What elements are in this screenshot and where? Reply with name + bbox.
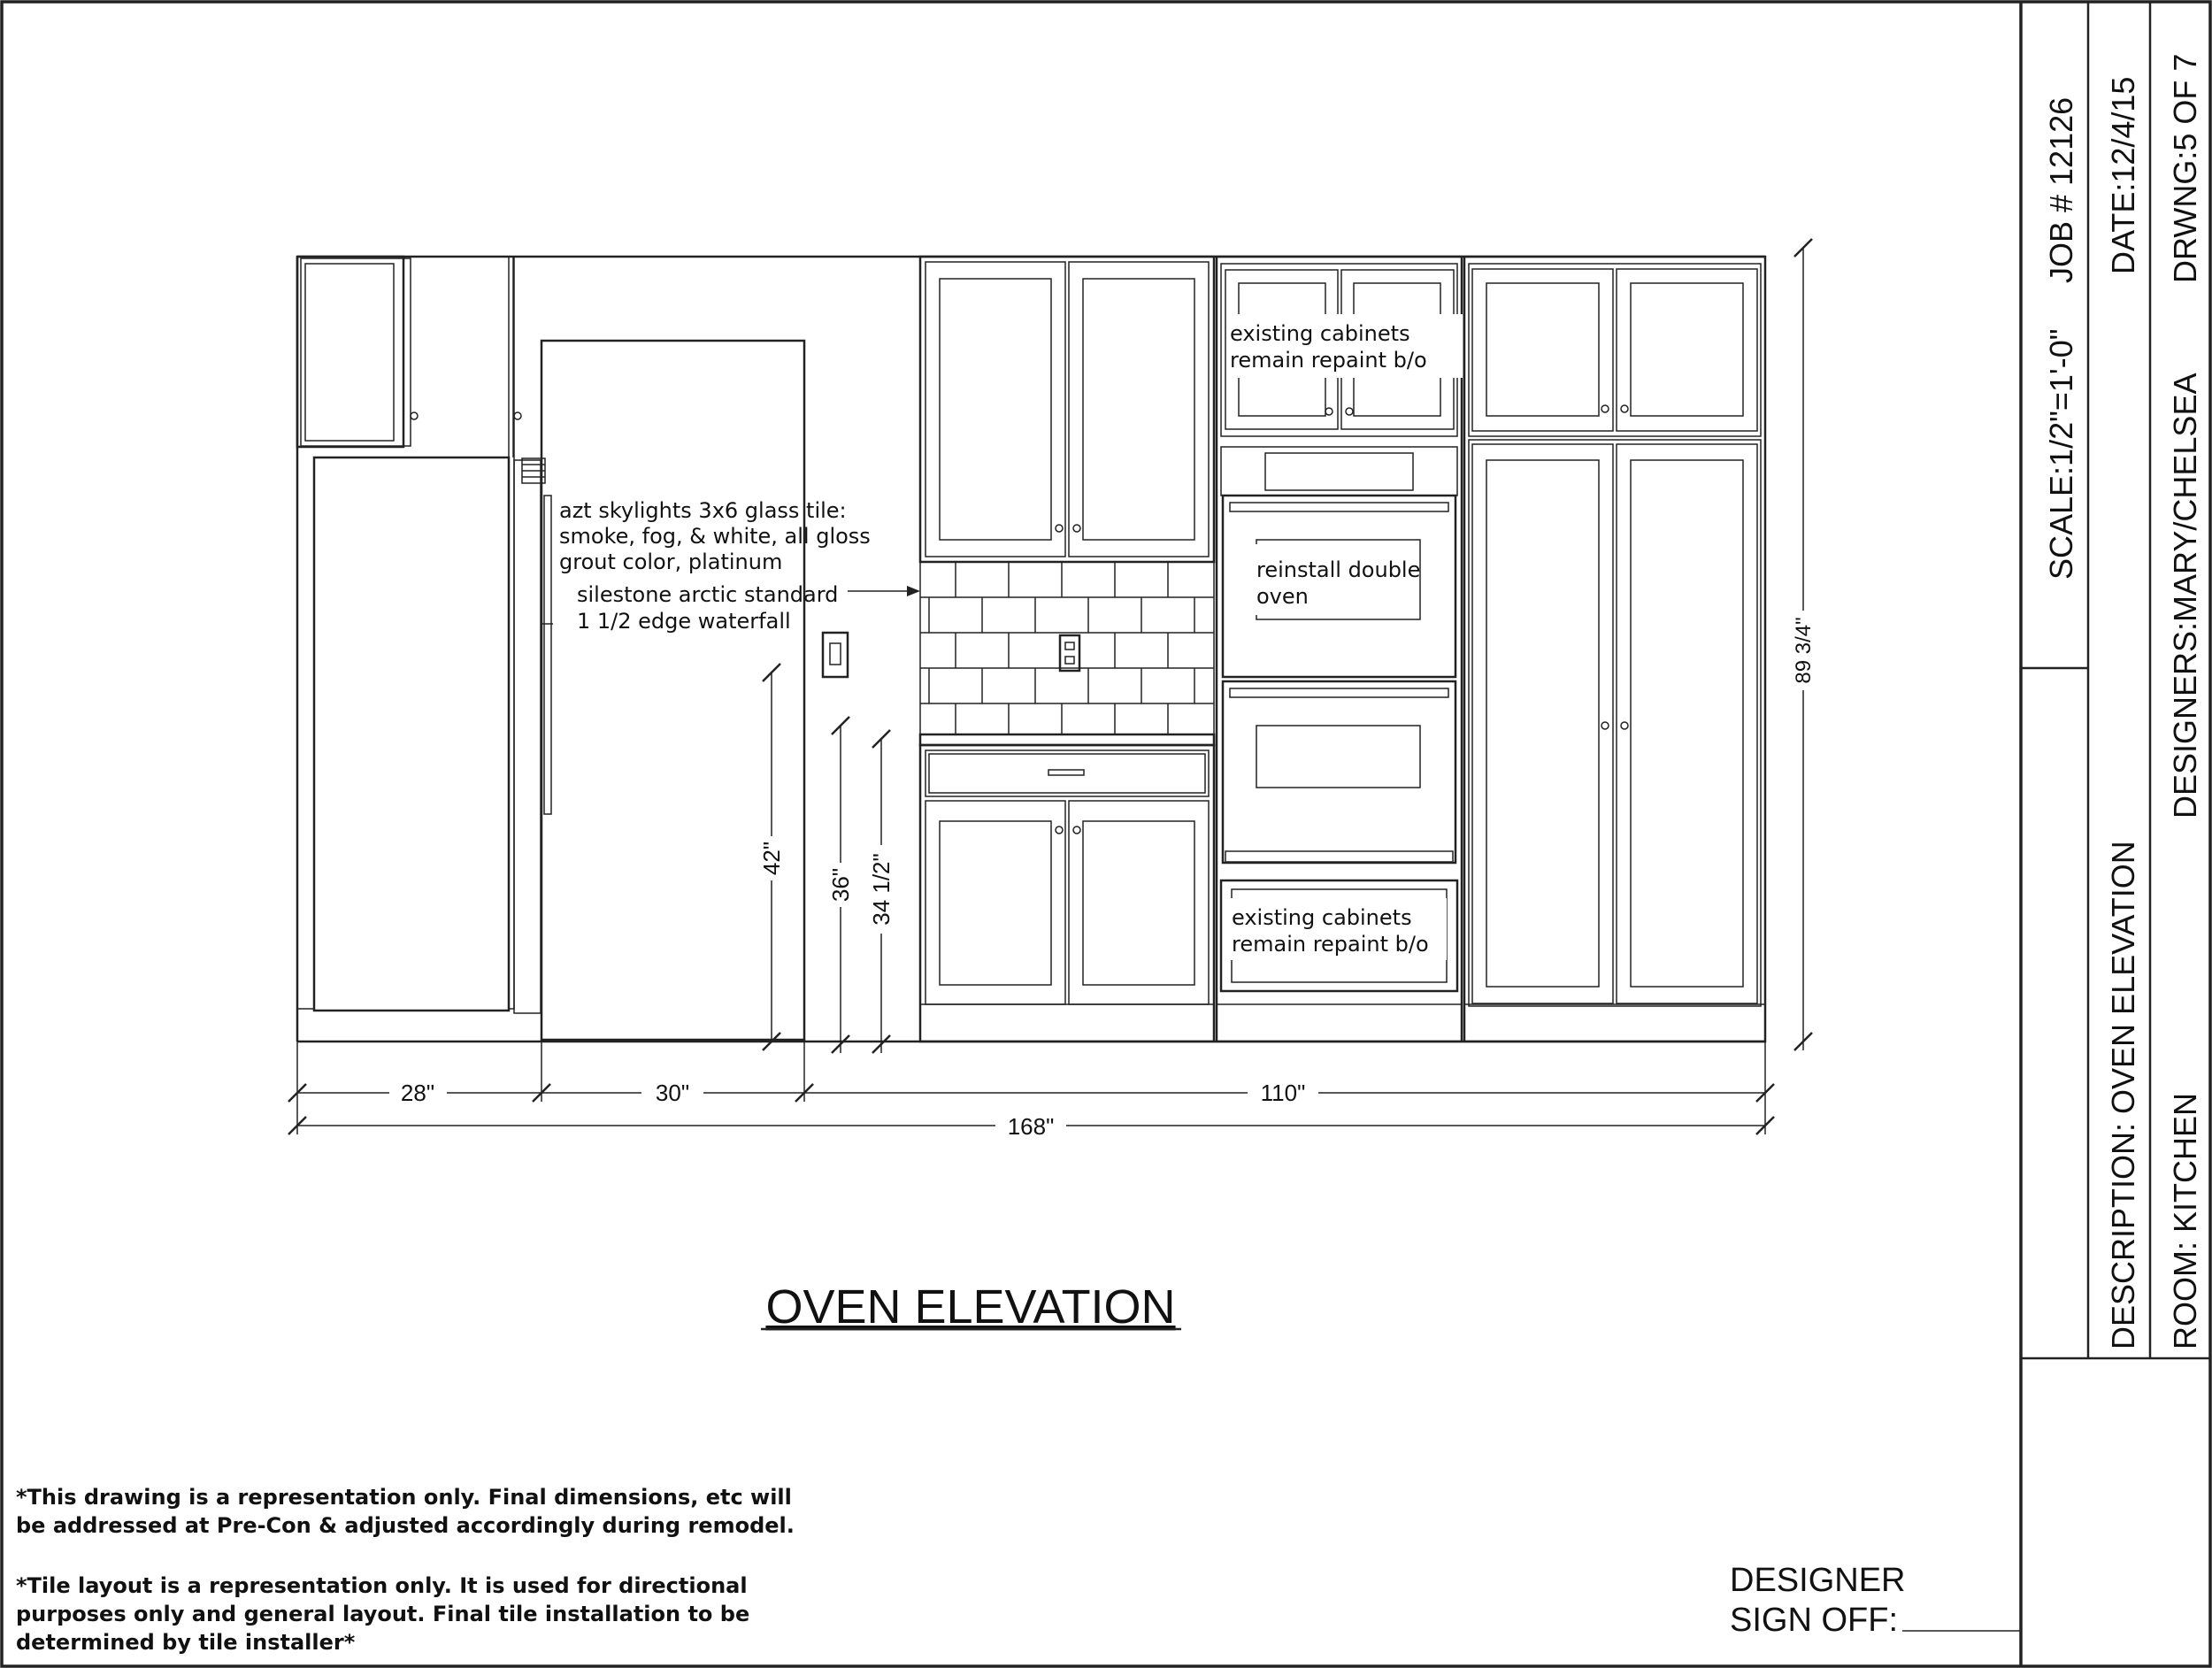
dim-30: 30" <box>655 1080 690 1106</box>
note-upper-existing-2: remain repaint b/o <box>1230 348 1427 373</box>
title-block <box>2043 54 2203 1349</box>
dim-34-half: 34 1/2" <box>868 853 895 926</box>
drawing-number: DRWNG:5 OF 7 <box>2167 53 2203 283</box>
note-lower-existing-2: remain repaint b/o <box>1232 932 1429 957</box>
note-lower-existing-1: existing cabinets <box>1232 905 1412 930</box>
disclaimer-2c: determined by tile installer* <box>16 1630 356 1655</box>
note-tile-2: smoke, fog, & white, all gloss <box>559 524 871 549</box>
note-oven-1: reinstall double <box>1256 557 1421 582</box>
note-upper-existing-1: existing cabinets <box>1230 321 1410 346</box>
note-oven-2: oven <box>1256 584 1309 609</box>
refrigerator <box>314 257 545 1013</box>
room: ROOM: KITCHEN <box>2167 1092 2203 1349</box>
base-cabinet-counter <box>920 734 1214 1042</box>
dim-28: 28" <box>400 1080 435 1106</box>
dim-36: 36" <box>827 867 854 903</box>
disclaimer-2a: *Tile layout is a representation only. It is used for directional <box>16 1573 748 1598</box>
door-opening <box>541 341 804 1040</box>
designers: DESIGNERS:MARY/CHELSEA <box>2167 373 2203 819</box>
note-counter-1: silestone arctic standard <box>577 582 839 607</box>
pantry-cabinet <box>1464 257 1765 1042</box>
description: DESCRIPTION: OVEN ELEVATION <box>2105 841 2141 1349</box>
disclaimer-1a: *This drawing is a representation only. Final dimensions, etc will <box>16 1485 792 1510</box>
signoff-line1: DESIGNER <box>1730 1562 1906 1599</box>
drawing-title: OVEN ELEVATION <box>765 1280 1176 1334</box>
note-tile-3: grout color, platinum <box>559 550 783 574</box>
scale: SCALE:1/2"=1'-0" <box>2043 328 2079 580</box>
sheet-border <box>2 2 2210 1666</box>
tile-backsplash <box>920 562 1214 734</box>
signoff-line2: SIGN OFF: <box>1730 1602 1898 1639</box>
note-tile-1: azt skylights 3x6 glass tile: <box>559 498 847 523</box>
dim-89-3-4: 89 3/4" <box>1792 617 1816 684</box>
upper-cabinet-counter <box>920 257 1214 562</box>
disclaimer-1b: be addressed at Pre-Con & adjusted accordingly during remodel. <box>16 1513 795 1538</box>
note-counter-2: 1 1/2 edge waterfall <box>577 609 791 634</box>
upper-cabinet-left <box>297 257 418 447</box>
disclaimer-2b: purposes only and general layout. Final tile installation to be <box>16 1602 750 1626</box>
dim-110: 110" <box>1260 1080 1306 1106</box>
light-switch <box>823 633 848 677</box>
date: DATE:12/4/15 <box>2105 76 2141 274</box>
dim-42: 42" <box>758 841 785 876</box>
job-number: JOB # 12126 <box>2043 96 2079 283</box>
dim-168: 168" <box>1007 1113 1055 1140</box>
end-panel-left <box>297 257 315 1042</box>
